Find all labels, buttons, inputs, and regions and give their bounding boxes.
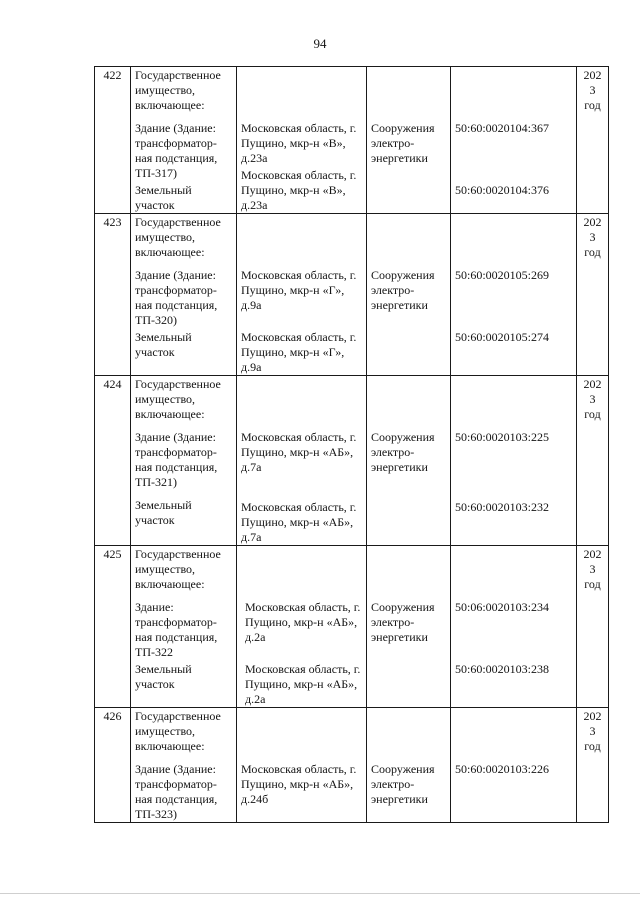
item-cadastral: 50:60:0020105:269 (455, 268, 550, 282)
table-row (95, 214, 609, 376)
item-address: Московская область, г. Пущино, мкр-н «В», д.23а (241, 168, 357, 212)
cadastral-cell (451, 546, 577, 708)
item-address: Московская область, г. Пущино, мкр-н «АБ», д.24б (241, 762, 357, 806)
year-cell: 2023 год (577, 546, 609, 708)
item-cadastral: 50:60:0020104:376 (455, 183, 550, 197)
item-name: Здание: трансформатор-ная подстанция, ТП-322 (135, 600, 218, 659)
item-address: Московская область, г. Пущино, мкр-н «АБ», д.7а (241, 500, 357, 544)
year-cell: 2023 год (577, 708, 609, 823)
item-name: Земельный участок (135, 183, 192, 212)
item-address: Московская область, г. Пущино, мкр-н «Г», д.9а (241, 330, 357, 374)
item-cadastral: 50:60:0020103:225 (455, 430, 550, 444)
row-number: 422 (95, 67, 131, 214)
item-category: Сооружения электро-энергетики (371, 600, 435, 644)
item-name: Земельный участок (135, 662, 192, 691)
item-category: Сооружения электро-энергетики (371, 121, 435, 165)
page-bottom-rule (0, 893, 640, 894)
group-title: Государственное имущество, включающее: (135, 68, 221, 112)
table-row (95, 67, 609, 214)
item-name: Здание (Здание: трансформатор-ная подстанция, ТП-320) (135, 268, 218, 327)
item-name: Здание (Здание: трансформатор-ная подстанция, ТП-321) (135, 430, 218, 489)
object-name-cell (131, 546, 237, 708)
item-address: Московская область, г. Пущино, мкр-н «АБ», д.7а (241, 430, 357, 474)
address-cell (237, 546, 367, 708)
category-cell (367, 67, 451, 214)
item-category: Сооружения электро-энергетики (371, 268, 435, 312)
item-category: Сооружения электро-энергетики (371, 430, 435, 474)
cadastral-cell (451, 376, 577, 546)
item-cadastral: 50:60:0020104:367 (455, 121, 550, 135)
property-registry-table (94, 66, 609, 823)
category-cell (367, 546, 451, 708)
row-number: 426 (95, 708, 131, 823)
page-number: 94 (313, 36, 327, 51)
item-cadastral: 50:60:0020103:238 (455, 662, 550, 676)
category-cell (367, 214, 451, 376)
row-number: 425 (95, 546, 131, 708)
category-cell (367, 376, 451, 546)
address-cell (237, 214, 367, 376)
object-name-cell (131, 67, 237, 214)
group-title: Государственное имущество, включающее: (135, 377, 221, 421)
row-number: 423 (95, 214, 131, 376)
row-number: 424 (95, 376, 131, 546)
object-name-cell (131, 376, 237, 546)
cadastral-cell (451, 708, 577, 823)
table-row (95, 708, 609, 823)
table-row (95, 376, 609, 546)
table-row (95, 546, 609, 708)
item-cadastral: 50:60:0020103:226 (455, 762, 550, 776)
item-name: Здание (Здание: трансформатор-ная подстанция, ТП-317) (135, 121, 218, 180)
year-cell: 2023 год (577, 214, 609, 376)
item-name: Здание (Здание: трансформатор-ная подстанция, ТП-323) (135, 762, 218, 821)
group-title: Государственное имущество, включающее: (135, 709, 221, 753)
item-category: Сооружения электро-энергетики (371, 762, 435, 806)
address-cell (237, 376, 367, 546)
item-cadastral: 50:60:0020105:274 (455, 330, 550, 344)
address-cell (237, 708, 367, 823)
group-title: Государственное имущество, включающее: (135, 547, 221, 591)
group-title: Государственное имущество, включающее: (135, 215, 221, 259)
object-name-cell (131, 708, 237, 823)
year-cell: 2023 год (577, 376, 609, 546)
object-name-cell (131, 214, 237, 376)
address-cell (237, 67, 367, 214)
item-cadastral: 50:06:0020103:234 (455, 600, 550, 614)
cadastral-cell (451, 67, 577, 214)
year-cell: 2023 год (577, 67, 609, 214)
item-address: Московская область, г. Пущино, мкр-н «АБ», д.2а (245, 600, 361, 644)
item-address: Московская область, г. Пущино, мкр-н «В», д.23а (241, 121, 357, 165)
category-cell (367, 708, 451, 823)
item-name: Земельный участок (135, 498, 192, 527)
item-name: Земельный участок (135, 330, 192, 359)
item-address: Московская область, г. Пущино, мкр-н «Г», д.9а (241, 268, 357, 312)
item-address: Московская область, г. Пущино, мкр-н «АБ», д.2а (245, 662, 361, 706)
cadastral-cell (451, 214, 577, 376)
item-cadastral: 50:60:0020103:232 (455, 500, 550, 514)
